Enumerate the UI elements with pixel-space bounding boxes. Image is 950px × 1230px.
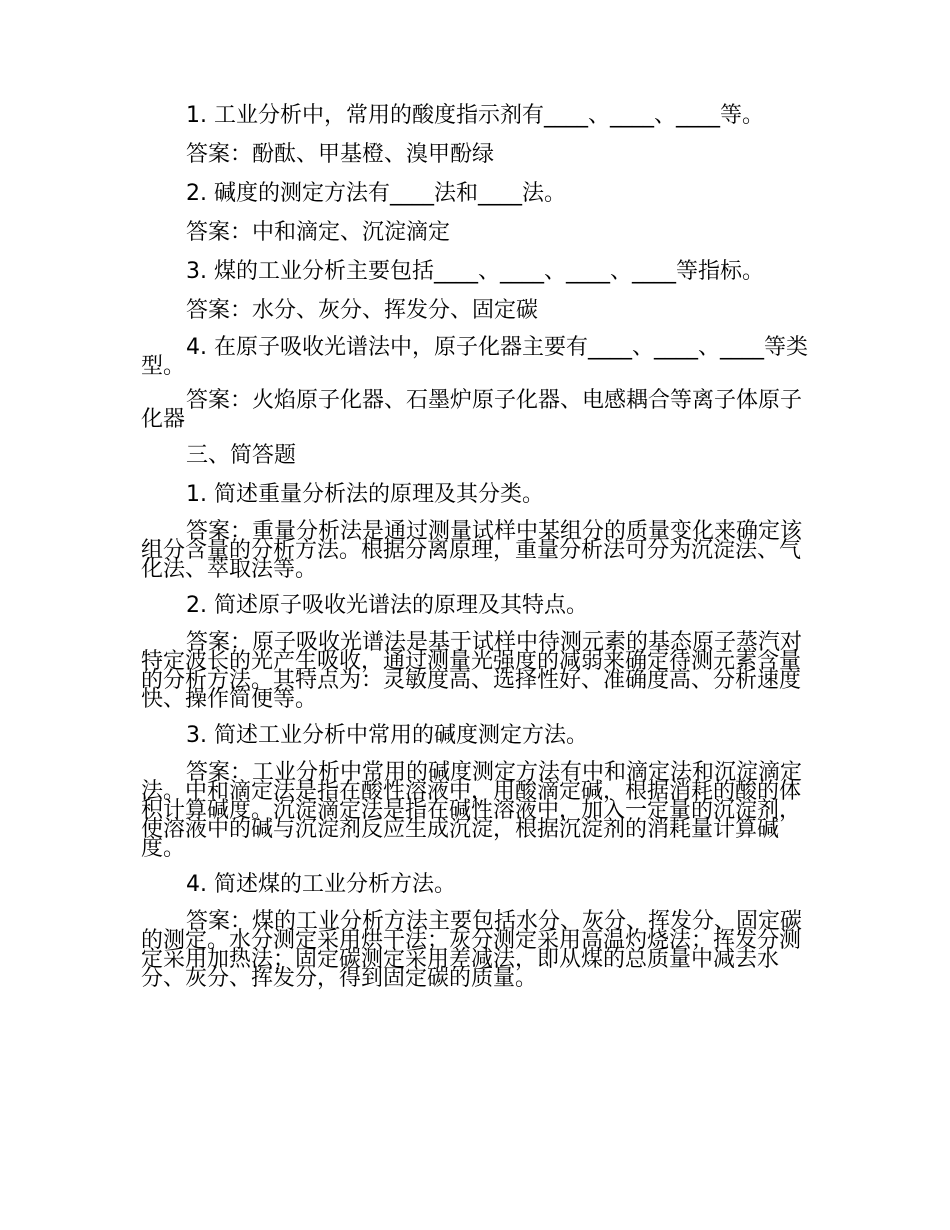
short-answer-1: 答案：重量分析法是通过测量试样中某组分的质量变化来确定该组分含量的分析方法。根据分离原理，重量分析法可分为沉淀法、气化法、萃取法等。	[141, 519, 803, 582]
short-question-1: 1. 简述重量分析法的原理及其分类。	[186, 482, 544, 507]
question-1: 1. 工业分析中，常用的酸度指示剂有____、____、____等。	[186, 103, 764, 128]
answer-3: 答案：水分、灰分、挥发分、固定碳	[186, 298, 539, 323]
document-body	[141, 104, 811, 1003]
answer-4: 答案：火焰原子化器、石墨炉原子化器、电感耦合等离子体原子化器	[141, 388, 803, 432]
section-heading-short-answer: 三、简答题	[186, 443, 297, 468]
answer-2: 答案：中和滴定、沉淀滴定	[186, 220, 451, 245]
short-question-4: 4. 简述煤的工业分析方法。	[186, 872, 456, 897]
short-question-2: 2. 简述原子吸收光谱法的原理及其特点。	[186, 593, 588, 618]
question-4: 4. 在原子吸收光谱法中，原子化器主要有____、____、____等类型。	[141, 335, 808, 379]
short-answer-2: 答案：原子吸收光谱法是基于试样中待测元素的基态原子蒸汽对特定波长的光产生吸收，通过测量光强度的减弱来确定待测元素含量的分析方法。其特点为：灵敏度高、选择性好、准确度高、分析速度快、操作简便等。	[141, 630, 803, 712]
answer-1: 答案：酚酞、甲基橙、溴甲酚绿	[186, 142, 495, 167]
short-answer-4: 答案：煤的工业分析方法主要包括水分、灰分、挥发分、固定碳的测定。水分测定采用烘干法；灰分测定采用高温灼烧法；挥发分测定采用加热法；固定碳测定采用差减法，即从煤的总质量中减去水分、灰分、挥发分，得到固定碳的质量。	[141, 909, 803, 991]
question-2: 2. 碱度的测定方法有____法和____法。	[186, 181, 566, 206]
short-question-3: 3. 简述工业分析中常用的碱度测定方法。	[186, 723, 588, 748]
question-3: 3. 煤的工业分析主要包括____、____、____、____等指标。	[186, 259, 764, 284]
short-answer-3: 答案：工业分析中常用的碱度测定方法有中和滴定法和沉淀滴定法。中和滴定法是指在酸性溶液中，用酸滴定碱，根据消耗的酸的体积计算碱度。沉淀滴定法是指在碱性溶液中，加入一定量的沉淀剂，使溶液中的碱与沉淀剂反应生成沉淀，根据沉淀剂的消耗量计算碱度。	[141, 760, 803, 861]
